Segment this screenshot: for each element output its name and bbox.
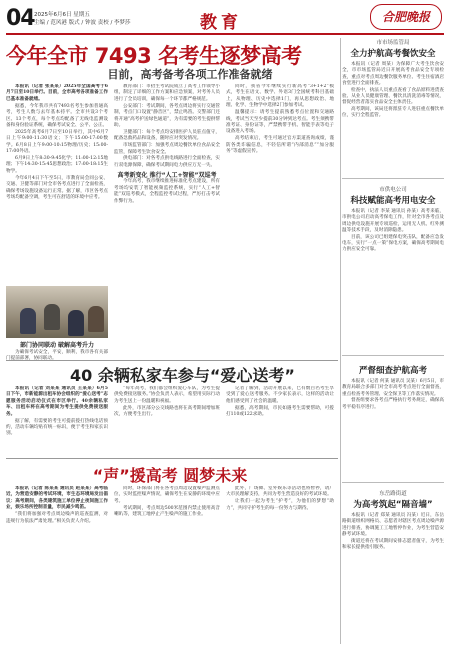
sidebar-rule — [342, 482, 444, 483]
sidebar-paragraph: 目前，该公司已组建保电突击队，配备应急发电车，实行“一点一策”保电方案，确保高考期间电力供应安全可靠。 — [342, 234, 444, 253]
story2-paragraph: 据了解，有需要的考生可提前拨打热线电话预约，活动车辆均贴有统一标识，便于考生和家长识别。 — [6, 418, 108, 437]
story2-column-3 — [226, 386, 334, 456]
sidebar-item — [342, 183, 444, 351]
story3-paragraph: 本报讯（记者 陈某某 通讯员 赵某某）高考临近，为营造安静的考试环境，市生态环境局发出倡议：高考期间，各类建筑施工单位停止夜间施工作业，娱乐场所控制音量，市民减少鸣笛。 — [6, 486, 108, 511]
sidebar-item-text — [342, 209, 444, 254]
story3-column-1 — [6, 486, 108, 644]
page-number: 04 — [6, 6, 35, 31]
story3-paragraph: 同时，环保部门将在各考点周边设置噪声监测点位，实时监控噪声情况，确保考生在安静的环境中应考。 — [114, 486, 220, 504]
sidebar-item-kicker: 东岳路街道 — [379, 491, 407, 497]
sidebar-paragraph: 检查中，执法人员重点查看了食品原料进货查验、从业人员健康管理、餐饮具清洗消毒等情况，督促经营者落实食品安全主体责任。 — [342, 87, 444, 106]
story3-paragraph: 考试期间，考点周边500米范围内禁止使用高音喇叭等，建筑工地停止产生噪声的施工作业。 — [114, 505, 220, 518]
lead-paragraph: 据悉，今年我市共有7493名考生参加普通高考，考生人数与去年基本持平。全市共设3个考区、13个考点，每个考点均配备了无线电监测设备和身份验证系统，确保考试安全、公平、公正。 — [6, 103, 108, 128]
header-rule — [6, 33, 444, 35]
story3-paragraph: “我们将加强对考点周边噪声的巡查监测，对违规行为依法严肃处理。”相关负责人介绍。 — [6, 512, 108, 524]
sidebar-paragraph: 本报讯（记者 李某 通讯员 孙某）高考来临，市供电公司启动高考保电工作，针对全市各考点及周边供电设施开展专项巡检，运用无人机、红外测温等技术手段，及时消除隐患。 — [342, 209, 444, 234]
lead-column-1 — [6, 84, 108, 284]
section-divider — [6, 458, 338, 459]
lead-paragraph: 高考结束后，考生可通过官方渠道查询成绩，谨防各类诈骗信息，不轻信所谓“内部消息”“加分服务”等虚假宣传。 — [226, 136, 334, 155]
story3-headline: “声”援高考 圆梦未来 — [92, 466, 248, 485]
sidebar-item-title: 科技赋能高考用电安全 — [350, 196, 436, 206]
lead-paragraph: 为确保考试安全，平安，顺利，我市各有关部门提前部署，协同联动。 — [6, 349, 108, 360]
story2-paragraph: 此外，市区部分公交线路也将在高考期间增加班次，方便考生出行。 — [114, 405, 220, 418]
sidebar-item-text — [342, 62, 444, 120]
page-header — [0, 0, 450, 34]
sidebar-paragraph: 街道还将在考试期间安排志愿者值守，为考生和家长提供指引服务。 — [342, 538, 444, 551]
lead-paragraph: 公安部门：考试期间，各考点周边将实行交通管制，考点门口设置“静音区”，禁止鸣笛。交警部门还将开通“高考护送绿色通道”，为有需要的考生提供帮助。 — [114, 103, 220, 128]
section-title: 教育 — [200, 13, 242, 33]
sidebar-item-title: 全力护航高考餐饮安全 — [350, 49, 436, 59]
sidebar-item-text — [342, 379, 444, 411]
section-divider — [6, 360, 338, 361]
editors-line: 主编 / 范风港 版式 / 钟波 责校 / 李梦莎 — [34, 20, 131, 26]
sidebar-item-kicker: 市市场监管局 — [376, 40, 410, 46]
story2-paragraph: 本报讯（记者 刘某某 通讯员 王某某）6月5日下午，市新能源出租车协会组织的“爱心送考”志愿服务活动启动仪式在市区举行。40余辆私家车、出租车将在高考期间为考生提供免费接送服务。 — [6, 386, 108, 417]
sidebar-paragraph: 本报讯（记者 郑某 通讯员 冯某）近日，东岳路街道组织网格员、志愿者对辖区考点周边噪声源进行排查，协调施工工地暂停作业，为考生营造安静考试环境。 — [342, 513, 444, 538]
sidebar-item — [342, 360, 444, 478]
lead-column-2 — [114, 84, 220, 360]
lead-paragraph: 今年高考，我市继续推进标准化考点建设，所有考场均安装了智能视频监控系统，实行“人工+智能”双巡考模式，全程监控考试过程，严厉打击考试作弊行为。 — [114, 179, 220, 204]
lead-paragraph: 市场监管部门：加强考点周边餐饮单位食品安全监管，保障考生饮食安全。 — [114, 143, 220, 155]
sidebar-paragraph: 本报讯（记者 何某 通讯员 吴某）6月5日，市教育局联合多部门对全市高考考点进行全面督查，重点检查考务管理、安全保卫等工作落实情况。 — [342, 379, 444, 397]
sidebar-divider — [340, 38, 341, 644]
lead-subsection-title: 部门协同联动 破解高考升力 — [19, 342, 95, 349]
story3-column-3 — [226, 486, 334, 644]
lead-paragraph: 温馨提示：请考生提前熟悉考点位置和交通路线，考试当天至少提前30分钟到达考点。考生须携带准考证、身份证等，严禁携带手机、智能手表等电子设备进入考场。 — [226, 110, 334, 135]
lead-paragraph: 今年6月4日下午至5日，市教育局会同公安、交通、卫健等部门对全市各考点进行了全面检查，确保考场设施设备运行正常。据了解，市区各考点考场均配备空调，考生可在舒适的环境中应考。 — [6, 175, 108, 200]
sidebar-paragraph: 高考期间，该局还将派驻专人进驻重点餐饮单位，实行全程监管。 — [342, 106, 444, 119]
lead-paragraph: 同时，我省今年继续实行新高考“3+1+2”模式，考生在语文、数学、外语3门全国统考科目基础上，从物理、历史中选择1门，再从思想政治、地理、化学、生物学中选择2门参加考试。 — [226, 84, 334, 109]
sidebar-paragraph: 督查组要求各考点严格执行考务规定，确保高考平稳有序进行。 — [342, 398, 444, 410]
sidebar-item — [342, 36, 444, 174]
sidebar-item — [342, 487, 444, 647]
newspaper-logo: 合肥晚报 — [370, 4, 442, 30]
story2-paragraph: 据悉，高考期间，市民如遇考生需要帮助，可拨打110或122求助。 — [226, 405, 334, 418]
lead-headline: 今年全市 7493 名考生逐梦高考 — [6, 44, 302, 68]
sidebar-item-title: 为高考筑起“隔音墙” — [353, 500, 433, 510]
lead-paragraph: 教育部门：市招生考试院成立了高考工作领导小组，制定了详细的工作方案和应急预案，对考务人员进行了全员培训，确保每一个环节都严格规范。 — [114, 84, 220, 102]
sidebar-item-title: 严督细查护航高考 — [358, 366, 427, 376]
lead-subheadline: 目前，高考备考各项工作准备就绪 — [107, 68, 273, 81]
lead-column-3 — [226, 84, 334, 360]
story3-paragraph: 此外，广场舞、室外娱乐等活动也将暂停，请广大市民理解支持，共同为考生营造良好的考试环境。 — [226, 486, 334, 498]
story2-headline: 40 余辆私家车参与“爱心送考” — [70, 366, 295, 385]
sidebar — [342, 36, 444, 646]
lead-paragraph: 6月9日上午8:30-9:45化学；11:00-12:15地理；下午14:30-15:45思想政治；17:00-18:15生物学。 — [6, 155, 108, 174]
lead-paragraph: 卫健部门：每个考点均安排医护人员驻点值守，配备急救药品和设备，随时应对突发情况。 — [114, 129, 220, 142]
sidebar-item-kicker: 市供电公司 — [379, 187, 407, 193]
sidebar-paragraph: 本报讯（记者 周某）为保障广大考生饮食安全，市市场监管局近日开展高考食品安全专项检查，重点对考点周边餐饮服务单位、考生住宿酒店食堂进行全面排查。 — [342, 62, 444, 87]
sidebar-item-text — [342, 513, 444, 551]
issue-date: 2025年6月6日 星期五 — [34, 12, 90, 18]
sidebar-rule — [342, 178, 444, 179]
story3-column-2 — [114, 486, 220, 644]
story2-column-1 — [6, 386, 108, 456]
lead-column-1b — [6, 340, 108, 360]
sidebar-rule — [342, 355, 444, 356]
story2-paragraph: 记者了解到，活动开展以来，已有数百名考生享受到了爱心送考服务。不少家长表示，这样的活动让他们感受到了社会的温暖。 — [226, 386, 334, 404]
story2-column-2 — [114, 386, 220, 456]
lead-paragraph: 供电部门：对各考点供电线路进行全面检查，实行双电源保障，确保考试期间电力供应万无一失。 — [114, 156, 220, 168]
story2-paragraph: “每年高考，我们都会组织爱心车队，为考生提供免费接送服务。”协会负责人表示，希望用实际行动为考生送上一份温暖和祝福。 — [114, 386, 220, 404]
lead-paragraph: 2025年高考6月7日至10日举行，其中6月7日上午9:00-11:30语文；下午15:00-17:00数学。6月8日上午9:00-10:15物理/历史；15:00-17:00外语。 — [6, 129, 108, 155]
lead-paragraph: 本报讯（记者 张某某）2025年全国高考于6月7日至10日举行。目前，全市高考各项准备工作已基本准备就绪。 — [6, 84, 108, 102]
lead-photo — [6, 286, 108, 338]
story3-paragraph: 让我们一起为考生“护考”，为他们的梦想“助力”，共同守护考生的每一份努力与期待。 — [226, 499, 334, 511]
lead-subsection-title: 高考新变化 推行“人工+智能”双巡考 — [117, 171, 217, 179]
